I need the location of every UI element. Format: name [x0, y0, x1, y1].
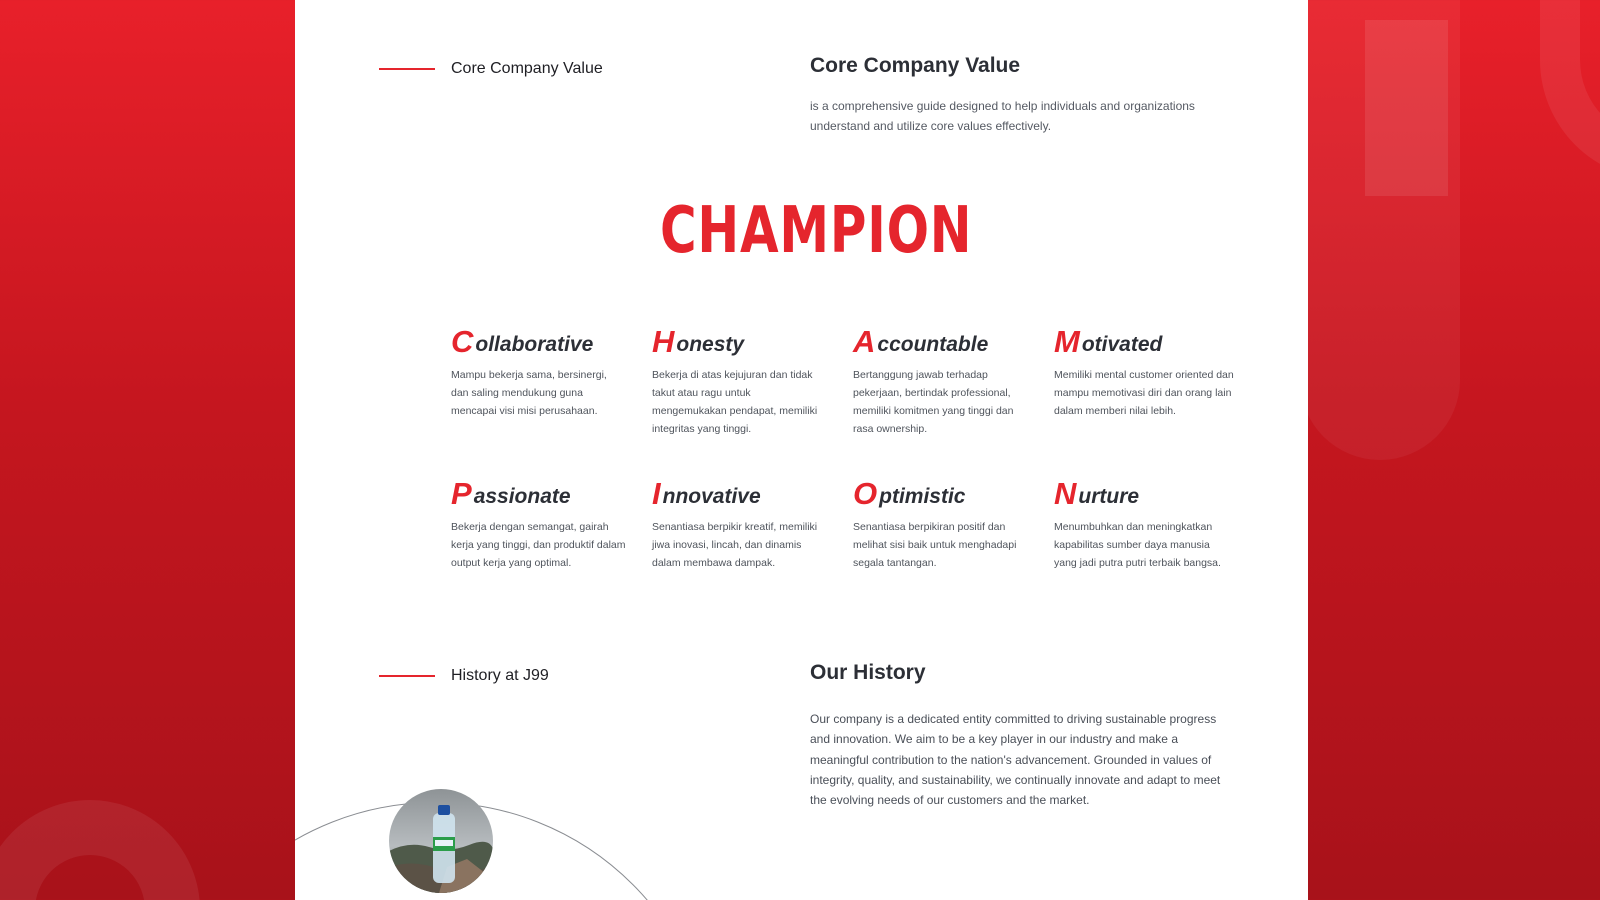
value-initial: M — [1054, 324, 1080, 359]
value-description: Senantiasa berpikiran positif dan melihat sisi baik untuk menghadapi segala tantangan. — [853, 521, 1017, 569]
value-card — [652, 323, 827, 438]
core-value-section-label — [379, 60, 603, 78]
accent-line — [379, 68, 435, 70]
background-curve-decoration — [1540, 0, 1600, 180]
accent-line — [379, 675, 435, 677]
value-card — [451, 475, 626, 572]
value-card — [451, 323, 626, 420]
value-description: Memiliki mental customer oriented dan mampu memotivasi diri dan orang lain dalam memberi nilai lebih. — [1054, 369, 1234, 417]
value-initial: N — [1054, 476, 1077, 511]
timeline-arc — [295, 802, 715, 900]
value-title-rest: ptimistic — [879, 485, 966, 508]
water-bottle-image — [389, 789, 493, 893]
background-j-decoration — [1300, 0, 1460, 460]
value-title-rest: otivated — [1081, 333, 1163, 356]
core-value-description: is a comprehensive guide designed to help individuals and organizations understand and utilize core values effectively. — [810, 99, 1195, 133]
value-card — [1054, 475, 1234, 572]
value-title-rest: assionate — [473, 485, 571, 508]
value-title-rest: ccountable — [877, 333, 989, 356]
value-description: Menumbuhkan dan meningkatkan kapabilitas sumber daya manusia yang jadi putra putri terbaik bangsa. — [1054, 521, 1221, 569]
background-bar-decoration — [1365, 20, 1448, 196]
value-card — [853, 475, 1028, 572]
value-description: Bekerja di atas kejujuran dan tidak takut atau ragu untuk mengemukakan pendapat, memiliki integritas yang tinggi. — [652, 369, 818, 435]
section-label-text: History at J99 — [451, 667, 549, 684]
value-initial: P — [451, 476, 472, 511]
background-arc-decoration — [0, 800, 200, 900]
section-label-text: Core Company Value — [451, 60, 603, 77]
value-title-rest: nnovative — [662, 485, 761, 508]
value-initial: C — [451, 324, 474, 359]
history-section-label — [379, 667, 549, 685]
value-title-rest: onesty — [676, 333, 745, 356]
value-description: Bekerja dengan semangat, gairah kerja yang tinggi, dan produktif dalam output kerja yang optimal. — [451, 521, 626, 569]
history-heading: Our History — [810, 661, 926, 684]
value-initial: I — [652, 476, 661, 511]
value-card — [1054, 323, 1234, 420]
champion-wordmark: CHAMPION — [660, 194, 973, 268]
value-title-rest: ollaborative — [475, 333, 594, 356]
value-title-rest: urture — [1078, 485, 1140, 508]
history-description: Our company is a dedicated entity committed to driving sustainable progress and innovation. We aim to be a key player in our industry and make a meaningful contribution to the nation's advancement. Grounded in values of integrity, quality, and sustainability, we continually innovate and adapt to meet the evolving needs of our customers and the market. — [810, 712, 1221, 808]
value-description: Bertanggung jawab terhadap pekerjaan, bertindak professional, memiliki komitmen yang tinggi dan rasa ownership. — [853, 369, 1014, 435]
value-initial: A — [853, 324, 876, 359]
value-description: Mampu bekerja sama, bersinergi, dan saling mendukung guna mencapai visi misi perusahaan. — [451, 369, 607, 417]
content-panel — [295, 0, 1308, 900]
value-card — [853, 323, 1028, 438]
value-card — [652, 475, 827, 572]
core-value-heading: Core Company Value — [810, 54, 1021, 77]
value-description: Senantiasa berpikir kreatif, memiliki jiwa inovasi, lincah, dan dinamis dalam membawa dampak. — [652, 521, 818, 569]
value-initial: H — [652, 324, 675, 359]
history-photo-water-bottle[interactable] — [389, 789, 493, 893]
value-initial: O — [853, 476, 878, 511]
